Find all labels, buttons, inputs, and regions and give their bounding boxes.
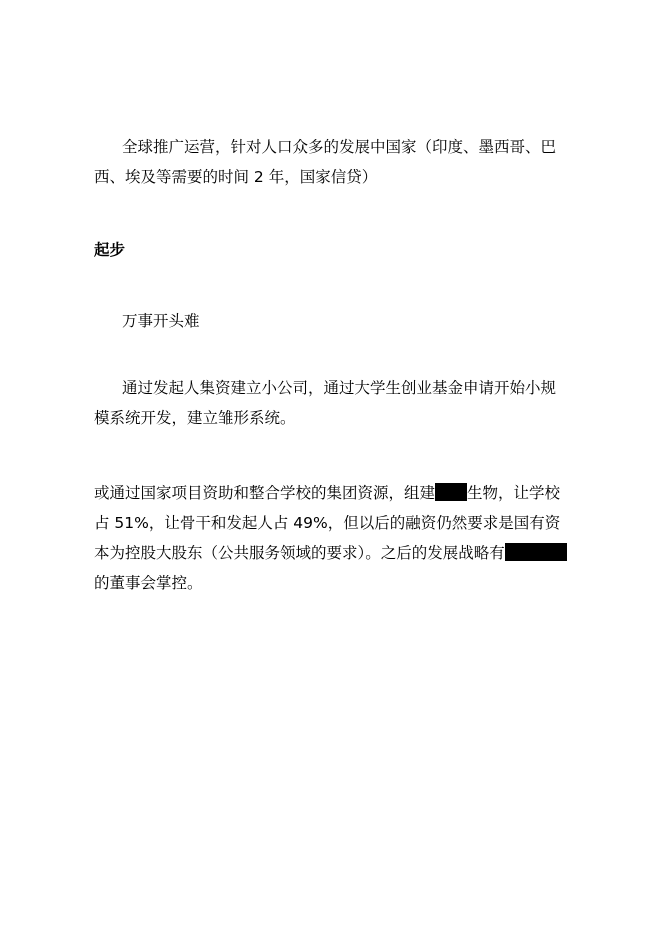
paragraph-global-operation: 全球推广运营，针对人口众多的发展中国家（印度、墨西哥、巴西、埃及等需要的时间 2 年，国家信贷） — [94, 138, 557, 186]
paragraph-text-part1: 或通过国家项目资助和整合学校的集团资源，组建 — [94, 484, 436, 502]
paragraph-fundraising: 通过发起人集资建立小公司，通过大学生创业基金申请开始小规模系统开发，建立雏形系统。 — [94, 379, 557, 427]
redaction-block — [435, 483, 467, 501]
paragraph-start-difficulty: 万事开头难 — [122, 312, 200, 330]
paragraph-text-part2: 生物，让学校占 51%，让骨干和发起人占 49%，但以后的融资仍然要求是国有资本为控股大股东（公共服务领域的要求）。之后的发展战略有 — [94, 484, 561, 562]
paragraph-text-part3: 的董事会掌控。 — [94, 574, 203, 592]
paragraph-state-funding — [94, 478, 568, 598]
redaction-block — [505, 543, 567, 561]
section-heading: 起步 — [94, 241, 126, 259]
